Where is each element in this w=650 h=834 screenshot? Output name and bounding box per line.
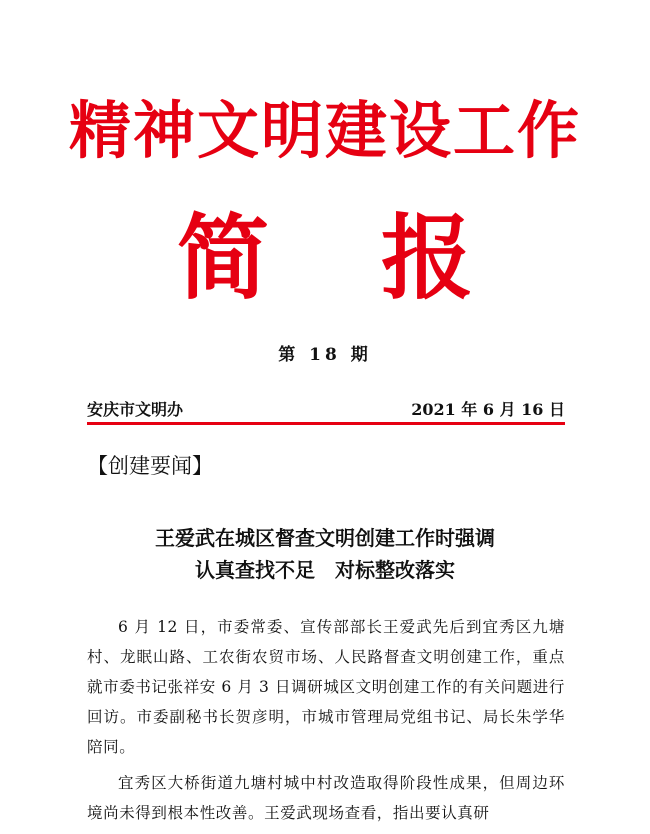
article-headline [0,522,650,586]
issuer-date-row [87,397,565,420]
article-paragraph-2: 宜秀区大桥街道九塘村城中村改造取得阶段性成果，但周边环境尚未得到根本性改善。王爱武现场查看，指出要认真研 [87,774,565,822]
headline-line-1: 王爱武在城区督查文明创建工作时强调 [155,526,495,550]
issue-number: 第 18 期 [278,345,372,365]
masthead-subtitle-char-1: 简 [176,204,269,312]
issuer-name: 安庆市文明办 [87,400,184,419]
masthead-subtitle [0,204,650,312]
masthead-title: 精神文明建设工作 [68,94,581,167]
issue-date: 2021 年 6 月 16 日 [411,400,565,419]
section-tag: 【创建要闻】 [87,454,213,478]
article-body [87,612,565,834]
red-divider-rule [87,422,565,425]
masthead-subtitle-char-2: 报 [381,204,474,312]
article-paragraph-1: 6 月 12 日，市委常委、宣传部部长王爱武先后到宜秀区九塘村、龙眠山路、工农街农贸市场、人民路督查文明创建工作，重点就市委书记张祥安 6 月 3 日调研城区文明创建工作的有关问题进行回访。市委副秘书长贺彦明，市城市管理局党组书记、局长朱学华陪同。 [87,618,565,756]
headline-line-2: 认真查找不足 对标整改落实 [195,558,455,582]
